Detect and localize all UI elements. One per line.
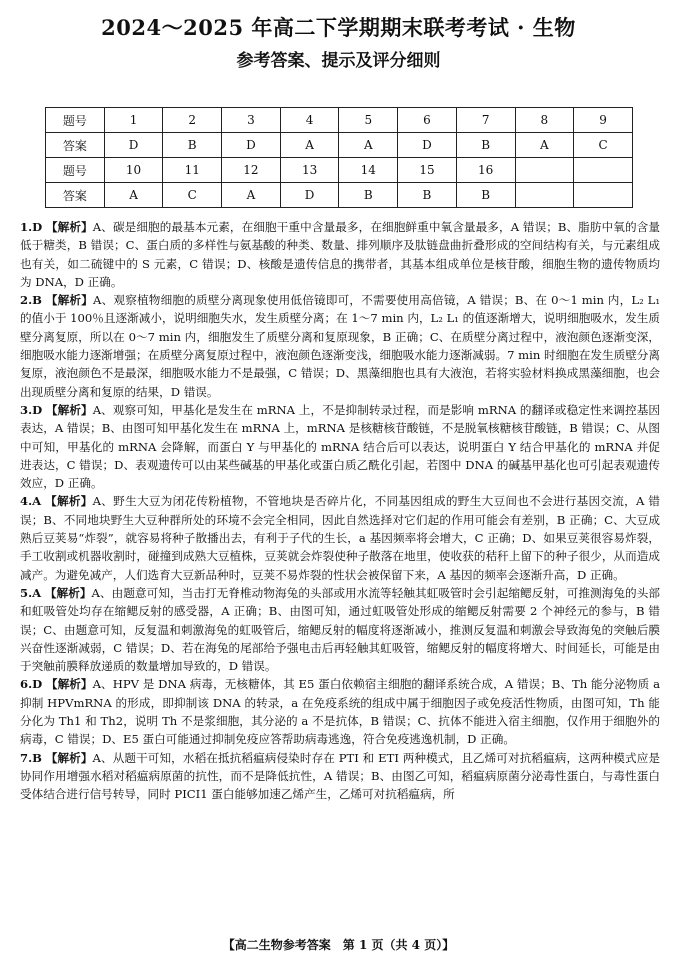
- explanation-item: [20, 401, 660, 492]
- answer-cell: A: [339, 133, 398, 158]
- page-subtitle: 参考答案、提示及评分细则: [236, 51, 441, 71]
- explanation-item: [20, 584, 660, 675]
- item-number: 1.: [20, 220, 33, 234]
- explanation-item: [20, 675, 660, 748]
- item-text: A、由题意可知，当击打无脊椎动物海兔的头部或用水流等轻触其虹吸管时会引起缩鳃反射，可推测海兔的头部和虹吸管处均存在缩鳃反射的感受器，A 正确；B、由图可知，通过虹吸管处形成的缩鳃反射需要 2 个神经元的参与，B 错误；C、由题意可知，反复温和刺激海兔的虹吸管后，缩鳃反射的幅度将逐渐减小，推测反复温和刺激会导致海兔的突触后膜兴奋性逐渐减弱，C 错误；D、若在海兔的尾部给予强电击后再轻触其虹吸管，缩鳃反射的幅度将增大、时间延长，可能是由于突触前膜释放递质的数量增加导致的，D 错误。: [20, 585, 660, 674]
- item-answer: D: [32, 220, 43, 234]
- item-number: 4.: [20, 494, 33, 509]
- question-number-cell: 8: [515, 108, 574, 133]
- analysis-tag: 【解析】: [44, 585, 92, 600]
- question-number-cell: [574, 158, 633, 183]
- page-footer: 【高二生物参考答案 第 1 页（共 4 页）】: [222, 938, 455, 952]
- answer-cell: D: [222, 133, 281, 158]
- analysis-tag: 【解析】: [45, 494, 93, 509]
- question-number-row: [46, 158, 633, 183]
- question-number-cell: [515, 158, 574, 183]
- answer-cell: [515, 183, 574, 208]
- answer-cell: A: [280, 133, 339, 158]
- question-number-cell: 6: [398, 108, 457, 133]
- answer-cell: C: [574, 133, 633, 158]
- item-answer: A: [32, 585, 42, 600]
- analysis-tag: 【解析】: [45, 750, 93, 765]
- row-label: 答案: [46, 183, 105, 208]
- question-number-cell: 7: [456, 108, 515, 133]
- question-number-cell: 11: [163, 158, 222, 183]
- answer-table: [45, 107, 633, 208]
- question-number-cell: 3: [222, 108, 281, 133]
- explanations: [20, 218, 660, 804]
- question-number-cell: 2: [163, 108, 222, 133]
- item-text: A、观察可知，甲基化是发生在 mRNA 上，不是抑制转录过程，而是影响 mRNA 的翻译或稳定性来调控基因表达，A 错误；B、由图可知甲基化发生在 mRNA 上，mRNA 是核糖核苷酸链，不是脱氧核糖核苷酸链，B 错误；C、从图中可知，甲基化的 mRNA 会降解，而蛋白 Y 与甲基化的 mRNA 结合后可以表达，说明蛋白 Y 结合甲基化的 mRNA 并促进表达，C 错误；D、表观遗传可以由某些碱基的甲基化或蛋白质乙酰化引起，若图中 DNA 的碱基甲基化也可引起表观遗传效应，D 正确。: [20, 402, 660, 491]
- answer-cell: B: [163, 133, 222, 158]
- item-answer: B: [32, 293, 42, 308]
- item-number: 3.: [20, 402, 33, 417]
- question-number-cell: 5: [339, 108, 398, 133]
- analysis-tag: 【解析】: [45, 293, 94, 308]
- question-number-cell: 16: [456, 158, 515, 183]
- question-number-cell: 12: [222, 158, 281, 183]
- item-text: A、碳是细胞的最基本元素，在细胞干重中含量最多，在细胞鲜重中氧含量最多，A 错误；B、脂肪中氧的含量低于糖类，B 错误；C、蛋白质的多样性与氨基酸的种类、数量、排列顺序及肽链盘曲折叠形成的空间结构有关，与元素组成也有关，如二硫键中的 S 元素，C 错误；D、核酸是遗传信息的携带者，其基本组成单位是核苷酸，细胞生物的遗传物质均为 DNA，D 正确。: [20, 220, 660, 289]
- answer-cell: D: [398, 133, 457, 158]
- row-label: 题号: [46, 108, 105, 133]
- answer-cell: A: [104, 183, 163, 208]
- item-text: A、HPV 是 DNA 病毒，无核糖体，其 E5 蛋白依赖宿主细胞的翻译系统合成，A 错误；B、Th 能分泌物质 a 抑制 HPVmRNA 的形成，即抑制该 DNA 的转录，a 在免疫系统的组成中属于细胞因子或免疫活性物质，由图可知，Th 能分化为 Th1 和 Th2，说明 Th 不是浆细胞，其分泌的 a 不是抗体，B 错误；C、抗体不能进入宿主细胞，仅作用于细胞外的病毒，C 错误；D、E5 蛋白可能通过抑制免疫应答帮助病毒逃逸，符合免疫逃逸机制，D 正确。: [20, 677, 660, 747]
- answer-row: [46, 133, 633, 158]
- item-answer: A: [32, 494, 42, 509]
- item-text: A、从题干可知，水稻在抵抗稻瘟病侵染时存在 PTI 和 ETI 两种模式，且乙烯可对抗稻瘟病，这两种模式应是协同作用增强水稻对稻瘟病原菌的抗性，而不是降低抗性，A 错误；B、由图乙可知，稻瘟病原菌分泌毒性蛋白，与毒性蛋白受体结合进行信号转导，同时 PICI1 蛋白能够加速乙烯产生，乙烯可对抗稻瘟病，所: [20, 750, 660, 802]
- answer-cell: A: [222, 183, 281, 208]
- explanation-item: [20, 291, 660, 401]
- question-number-cell: 4: [280, 108, 339, 133]
- item-number: 2.: [20, 293, 33, 308]
- answer-cell: B: [398, 183, 457, 208]
- item-answer: D: [32, 677, 43, 692]
- page-title: 2024～2025 年高二下学期期末联考考试 · 生物: [101, 15, 576, 40]
- answer-cell: A: [515, 133, 574, 158]
- question-number-cell: 15: [398, 158, 457, 183]
- item-answer: D: [32, 402, 43, 417]
- answer-cell: B: [339, 183, 398, 208]
- answer-cell: [574, 183, 633, 208]
- question-number-cell: 13: [280, 158, 339, 183]
- analysis-tag: 【解析】: [45, 677, 93, 692]
- answer-cell: B: [456, 133, 515, 158]
- explanation-item: [20, 492, 660, 583]
- question-number-cell: 1: [104, 108, 163, 133]
- item-text: A、观察植物细胞的质壁分离现象使用低倍镜即可，不需要使用高倍镜，A 错误；B、在 0～1 min 内，L₂ L₁ 的值小于 100％且逐渐减小，说明细胞失水，发生质壁分离；在 1～7 min 内，L₂ L₁ 的值逐渐增大，说明细胞吸水，发生质壁分离复原，所以在 0～7 min 内，细胞发生了质壁分离和复原现象，B 正确；C、在质壁分离过程中，液泡颜色逐渐变深，细胞吸水能力逐渐增强；在质壁分离复原过程中，液泡颜色逐渐变浅，细胞吸水能力逐渐减弱。7 min 时细胞在发生质壁分离复原，液泡颜色不是最深，细胞吸水能力不是最强，C 错误；D、黑藻细胞也具有大液泡，若将实验材料换成黑藻细胞，也会出现质壁分离和复原的结果，D 错误。: [20, 293, 660, 399]
- analysis-tag: 【解析】: [45, 220, 93, 234]
- question-number-cell: 14: [339, 158, 398, 183]
- analysis-tag: 【解析】: [45, 402, 93, 417]
- question-number-cell: 9: [574, 108, 633, 133]
- answer-cell: B: [456, 183, 515, 208]
- explanation-item: [20, 749, 660, 804]
- item-number: 7.: [20, 750, 33, 765]
- item-text: A、野生大豆为闭花传粉植物，不管地块是否碎片化，不同基因组成的野生大豆间也不会进行基因交流，A 错误；B、不同地块野生大豆种群所处的环境不会完全相同，因此自然选择对它们起的作用可能会有差别，B 正确；C、大豆成熟后豆荚易“炸裂”，就容易将种子散播出去，有利于子代的生长，a 基因频率将会增大，C 正确；D、如果豆荚很容易炸裂，手工收割或机器收割时，碰撞到成熟大豆植株，豆荚就会炸裂使种子散落在地里，使收获的秸秆上留下的种子很少，从而造成减产。为避免减产，人们选育大豆新品种时，豆荚不易炸裂的性状会被保留下来，A 基因的频率会逐渐升高，D 正确。: [20, 494, 661, 582]
- item-number: 5.: [20, 585, 33, 600]
- item-answer: B: [32, 750, 42, 765]
- explanation-item: [20, 218, 660, 291]
- question-number-cell: 10: [104, 158, 163, 183]
- item-number: 6.: [20, 677, 33, 692]
- row-label: 题号: [46, 158, 105, 183]
- question-number-row: [46, 108, 633, 133]
- answer-cell: C: [163, 183, 222, 208]
- row-label: 答案: [46, 133, 105, 158]
- answer-row: [46, 183, 633, 208]
- answer-cell: D: [280, 183, 339, 208]
- answer-cell: D: [104, 133, 163, 158]
